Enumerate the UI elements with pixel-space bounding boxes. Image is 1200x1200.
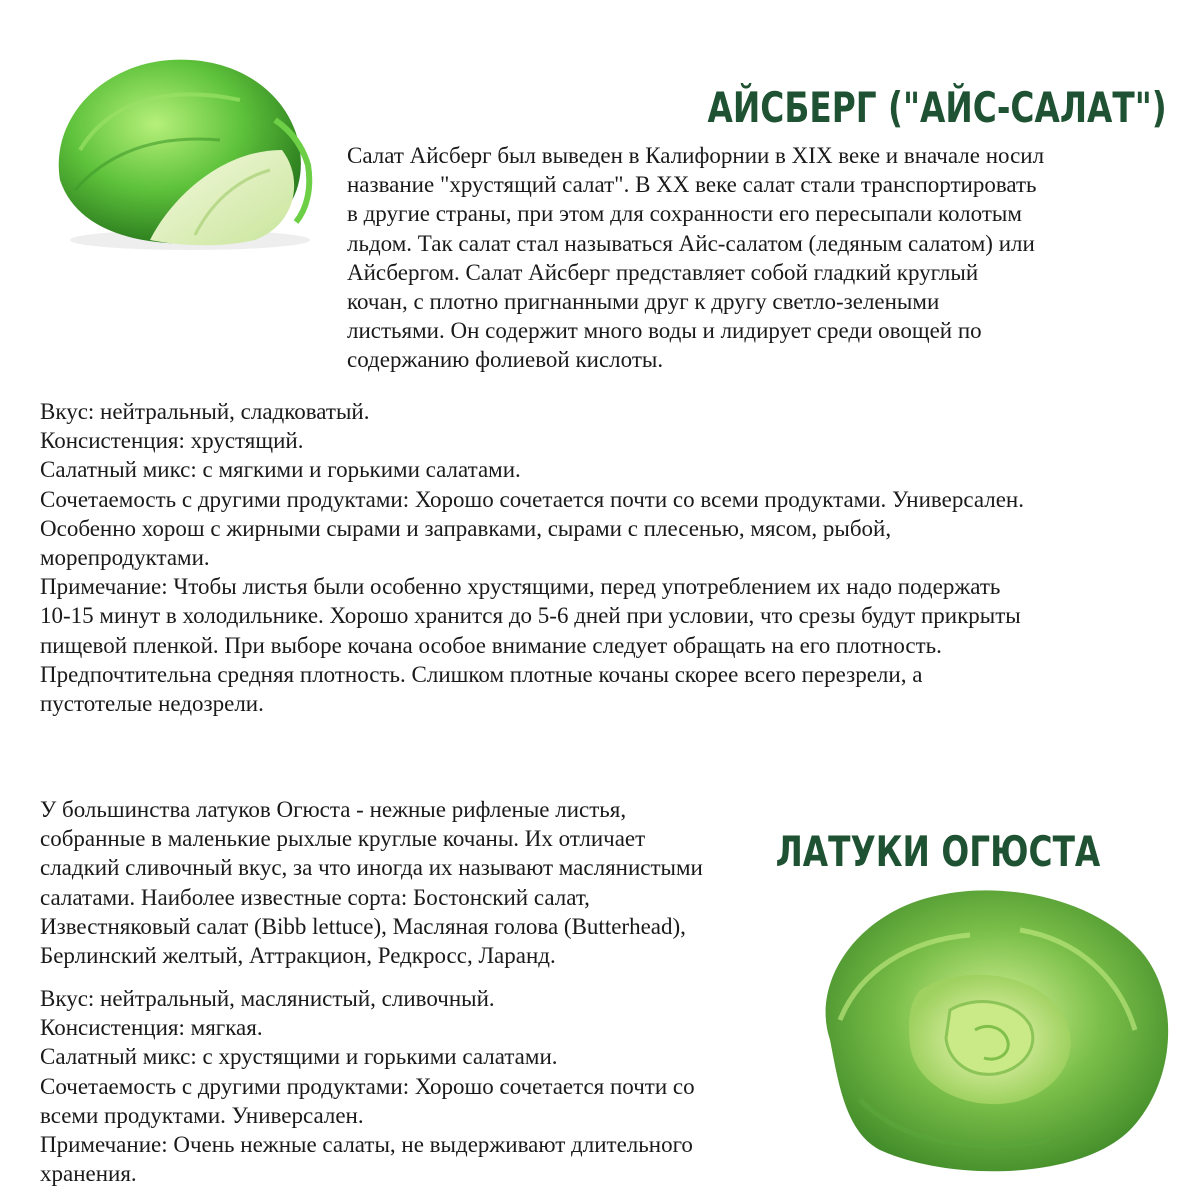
butterhead-title: ЛАТУКИ ОГЮСТА <box>775 826 1100 876</box>
iceberg-description: Салат Айсберг был выведен в Калифорнии в XIX веке и вначале носил название "хрустящий салат". В XX веке салат стали транспортировать в другие страны, при этом для сохранности его пересыпали колотым льдом. Так салат стал называться Айс-салатом (ледяным салатом) или Айсбергом. Салат Айсберг представляет собой гладкий круглый кочан, с плотно пригнанными друг к другу светло-зелеными листьями. Он содержит много воды и лидирует среди овощей по содержанию фолиевой кислоты. <box>347 143 1045 373</box>
butterhead-description: У большинства латуков Огюста - нежные рифленые листья, собранные в маленькие рыхлые круглые кочаны. Их отличает сладкий сливочный вкус, за что иногда их называют маслянистыми салатами. Наиболее известные сорта: Бостонский салат, Известняковый салат (Bibb lettuce), Масляная голова (Butterhead), Берлинский желтый, Аттракцион, Редкросс, Ларанд. <box>40 797 703 969</box>
iceberg-title: АЙСБЕРГ ("АЙС-САЛАТ") <box>707 82 1167 132</box>
butterhead-properties: Вкус: нейтральный, маслянистый, сливочный. Консистенция: мягкая. Салатный микс: с хрустящими и горькими салатами. Сочетаемость с другими продуктами: Хорошо сочетается почти со всеми продуктами. Универсален. Примечание: Очень нежные салаты, не выдерживают длительного хранения. <box>40 986 695 1187</box>
butterhead-lettuce-icon <box>800 870 1185 1185</box>
iceberg-lettuce-icon <box>20 30 340 260</box>
iceberg-properties: Вкус: нейтральный, сладковатый. Консистенция: хрустящий. Салатный микс: с мягкими и горькими салатами. Сочетаемость с другими продуктами: Хорошо сочетается почти со всеми продуктами. Универсален. Особенно хорош с жирными сырами и заправками, сырами с плесенью, мясом, рыбой, морепродуктами. Примечание: Чтобы листья были особенно хрустящими, перед употреблением их надо подержать 10-15 минут в холодильнике. Хорошо хранится до 5-6 дней при условии, что срезы будут прикрыты пищевой пленкой. При выборе кочана особое внимание следует обращать на его плотность. Предпочтительна средняя плотность. Слишком плотные кочаны скорее всего перезрели, а пустотелые недозрели. <box>40 399 1024 717</box>
